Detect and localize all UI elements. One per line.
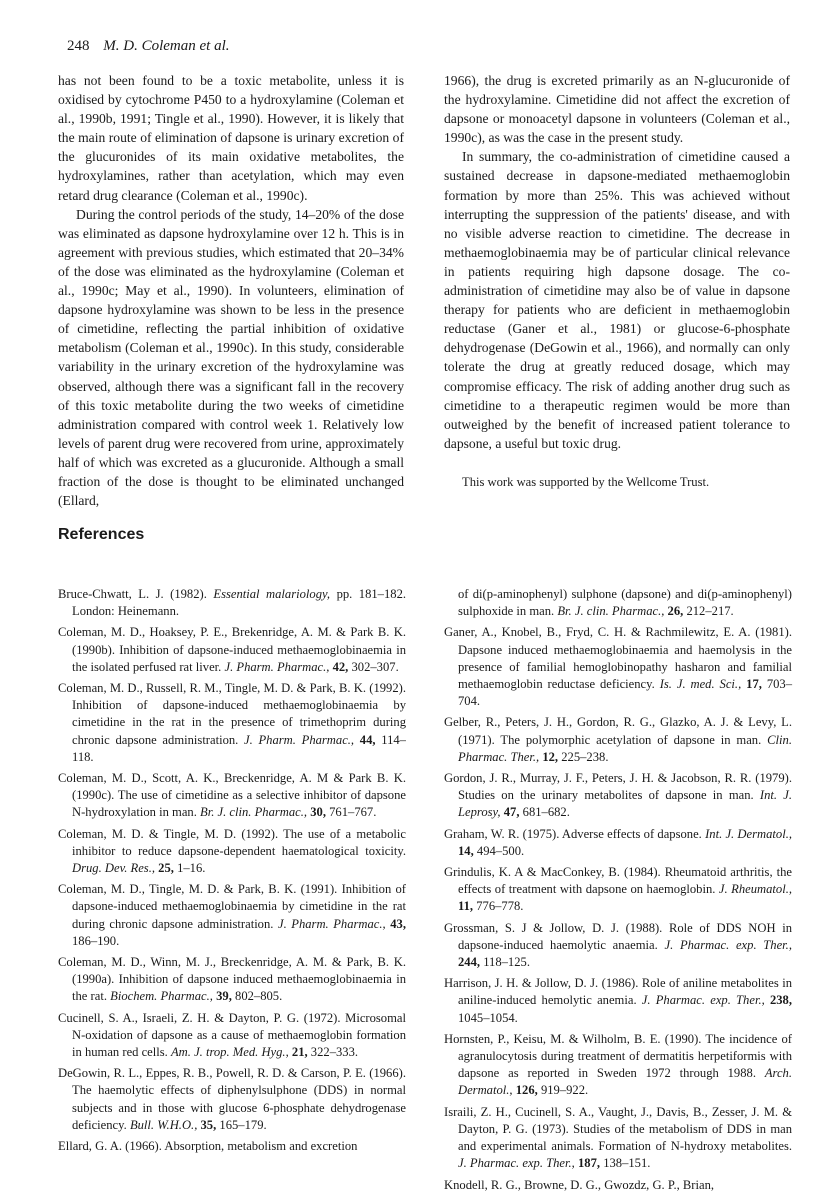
ref-journal: J. Pharm. Pharmac.,: [244, 732, 355, 747]
ref-journal: J. Pharm. Pharmac.,: [277, 916, 386, 931]
ref-pages: 212–217.: [686, 604, 734, 619]
ref-journal: Clin. Pharmac. Ther.,: [458, 732, 792, 764]
ref-volume: 26,: [667, 604, 684, 619]
ref-authors: Graham, W. R. (1975).: [444, 826, 560, 841]
ref-pages: 681–682.: [522, 805, 570, 820]
ref-title: Adverse effects of dapsone.: [561, 826, 702, 841]
reference-item: [444, 770, 792, 822]
references-right-column: [444, 586, 792, 1198]
running-header: [67, 38, 229, 55]
ref-title: Role of DDS NOH in dapsone-induced haemolytic anaemia.: [458, 920, 792, 952]
reference-item: [444, 624, 792, 710]
body-left-column: [58, 71, 404, 510]
ref-journal: J. Pharmac. exp. Ther.,: [664, 937, 792, 952]
ref-title: The use of cimetidine as a selective inhibitor of dapsone N-hydroxylation in man.: [72, 788, 406, 820]
ref-authors: Bruce-Chwatt, L. J. (1982).: [58, 587, 207, 601]
reference-item: [444, 714, 792, 766]
ref-title: Rheumatoid arthritis, the effects of treatment with dapsone on haemoglobin.: [458, 865, 792, 897]
ref-authors: Israili, Z. H., Cucinell, S. A., Vaught, J., Davis, B., Zesser, J. M. & Dayton, P. G. (1973).: [444, 1104, 792, 1136]
ref-authors: Hornsten, P., Keisu, M. & Wilholm, B. E. (1990).: [444, 1031, 702, 1046]
ref-volume: 47,: [503, 805, 520, 820]
ref-pages: 186–190.: [72, 933, 120, 948]
ref-title: Role of aniline metabolites in aniline-induced hemolytic anemia.: [458, 976, 792, 1008]
ref-authors: Gelber, R., Peters, J. H., Gordon, R. G., Glazko, A. J. & Levy, L. (1971).: [444, 715, 792, 747]
ref-pages: pp. 181–182. London: Heinemann.: [72, 587, 407, 619]
reference-item: [58, 826, 406, 878]
reference-item: [444, 920, 792, 972]
ref-pages: 302–307.: [351, 659, 399, 674]
paragraph: 1966), the drug is excreted primarily as an N-glucuronide of the hydroxylamine. Cimetidine did not affect the excretion of dapsone or monoacetyl dapsone in volunteers (Coleman et al., 1990c), as was the case in the present study.: [444, 73, 790, 146]
ref-volume: 39,: [216, 989, 232, 1004]
ref-journal: Drug. Dev. Res.,: [72, 861, 156, 876]
ref-journal: Is. J. med. Sci.,: [659, 677, 742, 692]
ref-authors: Ganer, A., Knobel, B., Fryd, C. H. & Rachmilewitz, E. A. (1981).: [444, 625, 792, 640]
ref-pages: 919–922.: [540, 1083, 589, 1098]
reference-continuation: [444, 586, 792, 620]
ref-volume: 126,: [515, 1083, 538, 1098]
ref-authors: Grindulis, K. A & MacConkey, B. (1984).: [444, 865, 661, 880]
ref-journal: Bull. W.H.O.,: [129, 1117, 198, 1132]
ref-volume: 11,: [458, 899, 474, 914]
reference-item: [58, 1010, 406, 1062]
ref-volume: 42,: [332, 659, 349, 674]
ref-volume: 25,: [158, 861, 174, 876]
ref-journal: J. Pharmac. exp. Ther.,: [641, 993, 765, 1008]
ref-authors: Ellard, G. A. (1966).: [58, 1139, 162, 1154]
ref-pages: 118–125.: [483, 955, 530, 970]
references-left-column: [58, 586, 406, 1159]
ref-authors: Cucinell, S. A., Israeli, Z. H. & Dayton, P. G. (1972).: [58, 1010, 341, 1025]
body-right-column: [444, 71, 790, 492]
ref-authors: Coleman, M. D., Hoaksey, P. E., Brekenridge, A. M. & Park B. K. (1990b).: [58, 625, 406, 657]
ref-title: Absorption, metabolism and excretion: [164, 1139, 358, 1154]
ref-pages: 138–151.: [603, 1156, 651, 1171]
ref-authors: Coleman, M. D., Tingle, M. D. & Park, B. K. (1991).: [58, 882, 338, 897]
reference-item: [58, 770, 406, 822]
ref-title: Microsomal N-oxidation of dapsone as a cause of methaemoglobin formation in human red cells.: [72, 1010, 406, 1060]
ref-volume: 21,: [291, 1045, 308, 1060]
ref-journal: J. Rheumatol.,: [718, 882, 792, 897]
ref-pages: 165–179.: [219, 1117, 267, 1132]
ref-pages: 322–333.: [310, 1045, 359, 1060]
ref-volume: 43,: [390, 916, 406, 931]
ref-volume: 30,: [310, 805, 326, 820]
ref-volume: 187,: [577, 1156, 601, 1171]
ref-title: of di(p-aminophenyl) sulphone (dapsone) and di(p-aminophenyl) sulphoxide in man.: [458, 587, 792, 619]
ref-journal: Biochem. Pharmac.,: [110, 989, 213, 1004]
ref-title: The use of a metabolic inhibitor to reduce dapsone-dependent haematological toxicity.: [72, 826, 406, 858]
ref-authors: Coleman, M. D., Russell, R. M., Tingle, M. D. & Park, B. K. (1992).: [58, 681, 406, 696]
ref-journal: Am. J. trop. Med. Hyg.,: [170, 1045, 289, 1060]
reference-item: [444, 1031, 792, 1100]
ref-pages: 494–500.: [476, 843, 525, 858]
ref-pages: 776–778.: [476, 899, 524, 914]
ref-volume: 238,: [769, 993, 792, 1008]
reference-item: [58, 1138, 406, 1155]
ref-authors: Gordon, J. R., Murray, J. F., Peters, J. H. & Jacobson, R. R. (1979).: [444, 771, 792, 786]
ref-title: Studies on the urinary metabolites of dapsone in man.: [458, 788, 754, 803]
ref-volume: 44,: [359, 732, 376, 747]
acknowledgement: This work was supported by the Wellcome Trust.: [462, 474, 710, 489]
references-heading: References: [58, 526, 145, 543]
ref-volume: 17,: [746, 677, 762, 692]
reference-item: [444, 975, 792, 1027]
reference-item: [444, 864, 792, 916]
ref-journal: Br. J. clin. Pharmac.,: [557, 604, 665, 619]
ref-pages: 1045–1054.: [458, 1010, 518, 1025]
ref-authors: Harrison, J. H. & Jollow, D. J. (1986).: [444, 976, 639, 991]
ref-pages: 802–805.: [235, 989, 283, 1004]
ref-pages: 761–767.: [329, 805, 377, 820]
ref-journal: Essential malariology,: [213, 587, 331, 601]
page-number: 248: [67, 38, 90, 54]
ref-title: Inhibition of dapsone-induced methaemoglobinaemia in the isolated perfused rat liver.: [72, 642, 406, 674]
paragraph: During the control periods of the study, 14–20% of the dose was eliminated as dapsone hydroxylamine over 12 h. This is in agreement with previous studies, which estimated that 20–34% of the dose was eliminated as the hydroxylamine (Coleman et al., 1990c; May et al., 1990). In volunteers, elimination of dapsone hydroxylamine was shown to be less in the presence of cimetidine, reflecting the partial inhibition of oxidative metabolism (Coleman et al., 1990c). In this study, considerable variability in the urinary excretion of the hydroxylamine was observed, although there was a significant fall in the recovery of this toxic metabolite during the two weeks of cimetidine administration compared with control week 1. Relatively low levels of parent drug were recovered from urine, approximately half of which was excreted as a glucuronide. Although a small fraction of the dose is thought to be eliminated unchanged (Ellard,: [58, 206, 404, 509]
reference-item: [444, 826, 792, 860]
ref-journal: Int. J. Leprosy,: [458, 788, 793, 820]
ref-authors: Knodell, R. G., Browne, D. G., Gwozdz, G. P., Brian,: [444, 1177, 715, 1192]
ref-authors: DeGowin, R. L., Eppes, R. B., Powell, R. D. & Carson, P. E. (1966).: [58, 1066, 406, 1081]
ref-title: Inhibition of dapsone-induced methaemoglobinaemia by cimetidine in the rat in the presence of trimethoprim during chronic dapsone administration.: [72, 698, 406, 747]
running-head-authors: M. D. Coleman et al.: [103, 38, 230, 54]
ref-volume: 35,: [200, 1117, 217, 1132]
reference-item: [58, 624, 406, 676]
ref-title: Inhibition of dapsone-induced methaemoglobinaemia by cimetidine in the rat during chronic dapsone administration.: [72, 882, 406, 931]
reference-item: [58, 680, 406, 766]
ref-authors: Coleman, M. D. & Tingle, M. D. (1992).: [58, 826, 279, 841]
ref-journal: J. Pharmac. exp. Ther.,: [458, 1156, 575, 1171]
ref-title: Inhibition of dapsone induced methaemoglobinaemia in the rat.: [72, 972, 406, 1004]
reference-item: [444, 1104, 792, 1173]
reference-item: [58, 1065, 406, 1134]
ref-pages: 703–704.: [458, 677, 793, 709]
ref-title: The polymorphic acetylation of dapsone in man.: [500, 732, 762, 747]
ref-title: Studies of the metabolism of DDS in man and experimental animals. Formation of N-hydroxy metabolites.: [458, 1121, 793, 1154]
ref-pages: 114–118.: [72, 732, 406, 764]
ref-journal: Br. J. clin. Pharmac.,: [200, 805, 308, 820]
ref-authors: Coleman, M. D., Winn, M. J., Breckenridge, A. M. & Park, B. K. (1990a).: [58, 955, 406, 987]
ref-authors: Grossman, S. J & Jollow, D. J. (1988).: [444, 920, 663, 935]
ref-title: Dapsone induced methaemoglobinaemia and haemolysis in the presence of familial hemoglobinopathy hasharon and familial methaemoglobin reductase deficiency.: [458, 642, 792, 692]
ref-title: The haemolytic effects of diphenylsulphone (DDS) in normal subjects and in those with glucose 6-phosphate dehydrogenase deficiency.: [72, 1083, 406, 1132]
ref-pages: 1–16.: [177, 861, 206, 876]
ref-volume: 14,: [458, 843, 474, 858]
ref-journal: Arch. Dermatol.,: [458, 1066, 792, 1098]
ref-volume: 244,: [458, 955, 481, 970]
paragraph: In summary, the co-administration of cimetidine caused a sustained decrease in dapsone-mediated methaemoglobin formation by more than 25%. This was achieved without interrupting the suppression of the patients' disease, and with no visible adverse reaction to cimetidine. The decrease in methaemoglobinaemia may be of particular clinical relevance in patients requiring high dapsone dosage. The co-administration of cimetidine may also be of value in dapsone therapy for patients who are deficient in methaemoglobin reductase (Ganer et al., 1981) or glucose-6-phosphate dehydrogenase (DeGowin et al., 1966), and normally can only tolerate the drug at greatly reduced dosage, which may compromise efficacy. The risk of adding another drug such as cimetidine to a therapeutic regimen would be more than outweighed by the benefit of increased patient tolerance to dapsone, a useful but toxic drug.: [444, 149, 790, 451]
paragraph: has not been found to be a toxic metabolite, unless it is oxidised by cytochrome P450 to a hydroxylamine (Coleman et al., 1990b, 1991; Tingle et al., 1990). However, it is likely that the main route of elimination of dapsone is urinary excretion of the glucuronides of its main oxidative metabolites, the hydroxylamines, rather than acetylation, which may even retard drug clearance (Coleman et al., 1990c).: [58, 73, 404, 203]
ref-volume: 12,: [542, 749, 559, 764]
reference-item: [58, 881, 406, 950]
ref-title: The incidence of agranulocytosis during treatment of dermatitis herpetiformis with dapsone as reported in Sweden 1972 through 1988.: [458, 1031, 793, 1081]
ref-journal: Int. J. Dermatol.,: [705, 826, 792, 841]
reference-item: [58, 586, 406, 620]
ref-authors: Coleman, M. D., Scott, A. K., Breckenridge, A. M & Park B. K. (1990c).: [58, 771, 406, 803]
reference-item: [58, 954, 406, 1006]
reference-item: [444, 1177, 792, 1194]
ref-journal: J. Pharm. Pharmac.,: [224, 659, 330, 674]
ref-pages: 225–238.: [561, 749, 609, 764]
